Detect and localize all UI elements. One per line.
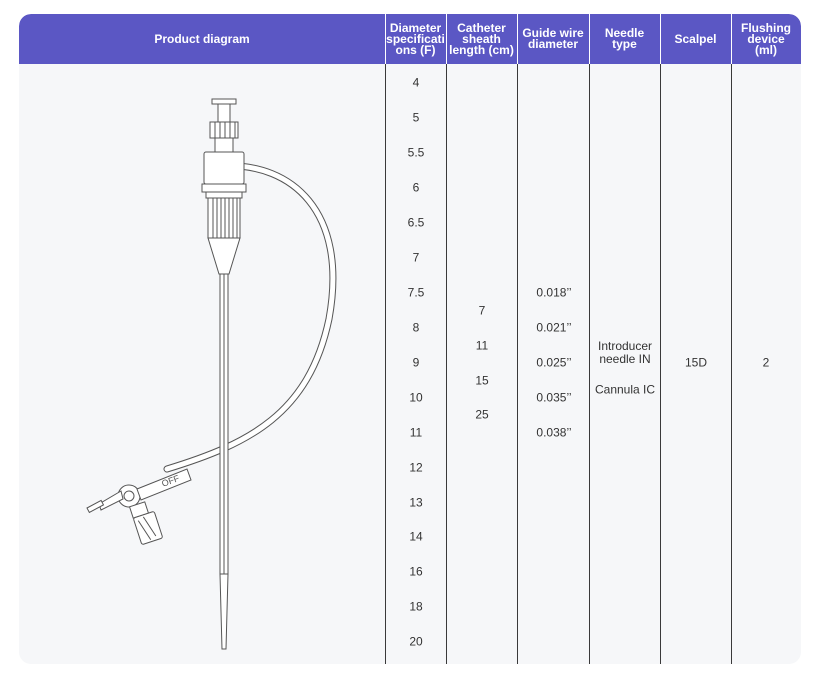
column-divider	[589, 64, 590, 664]
header-flush-line2: device	[747, 31, 785, 46]
diameter-value: 16	[409, 564, 423, 579]
side-tube-inner	[167, 166, 333, 469]
header-diameter-line1: Diameter	[389, 20, 442, 35]
header-product-diagram-label: Product diagram	[154, 31, 250, 46]
header-diameter-line2: specificati	[386, 31, 445, 46]
scalpel-value: 15D	[684, 355, 708, 370]
column-divider	[731, 64, 732, 664]
diameter-value: 8	[412, 320, 420, 335]
table-header	[19, 14, 801, 64]
sheath-length-value: 11	[475, 338, 489, 353]
flushing-value: 2	[762, 355, 770, 370]
diameter-value: 9	[412, 355, 420, 370]
guide-wire-value: 0.038’’	[536, 425, 572, 440]
valve-label: OFF	[160, 473, 181, 489]
column-divider	[446, 64, 447, 664]
header-diameter-line3: ons (F)	[395, 42, 436, 57]
side-tube	[167, 166, 333, 469]
stopcock-cap	[133, 511, 163, 544]
column-divider	[385, 64, 386, 664]
sheath-tip	[220, 574, 228, 649]
needle-type-introducer-line2: needle IN	[599, 352, 651, 366]
header-sheath-line3: length (cm)	[449, 42, 514, 57]
sheath-length-value: 7	[478, 303, 486, 318]
diameter-value: 12	[409, 460, 423, 475]
catheter-sheath-diagram	[59, 94, 359, 664]
header-guide-line2: diameter	[527, 37, 578, 51]
needle-type-introducer-line1: Introducer	[597, 339, 653, 353]
top-stem	[218, 104, 230, 122]
diameter-value: 4	[412, 75, 420, 90]
header-needle-type	[589, 14, 660, 64]
diameter-value: 6	[412, 180, 420, 195]
sheath-length-value: 15	[475, 373, 489, 388]
header-scalpel-label: Scalpel	[674, 31, 717, 46]
diameter-value: 5	[412, 110, 420, 125]
diameter-value: 11	[409, 425, 423, 440]
product-spec-table	[19, 14, 801, 664]
header-flush-line1: Flushing	[741, 20, 791, 35]
header-scalpel	[660, 14, 731, 64]
diameter-value: 5.5	[407, 145, 425, 160]
header-sheath-length	[446, 14, 517, 64]
header-divider	[446, 14, 447, 64]
header-needle-line2: type	[612, 37, 637, 51]
diameter-value: 14	[409, 529, 423, 544]
header-guide-line1: Guide wire	[522, 26, 584, 40]
header-sheath-line2: sheath	[462, 31, 501, 46]
header-flush-line3: (ml)	[755, 42, 777, 57]
header-divider	[731, 14, 732, 64]
top-knob	[210, 122, 238, 138]
sheath-length-value: 25	[475, 407, 489, 422]
header-divider	[589, 14, 590, 64]
diameter-value: 10	[409, 390, 423, 405]
taper	[208, 238, 240, 274]
needle-type-introducer	[598, 340, 652, 366]
guide-wire-value: 0.018’’	[536, 285, 572, 300]
diameter-value: 7	[412, 250, 420, 265]
header-product-diagram	[19, 14, 385, 64]
header-flushing-device	[731, 14, 801, 64]
diameter-value: 6.5	[407, 215, 425, 230]
header-sheath-line1: Catheter	[457, 20, 506, 35]
guide-wire-value: 0.035’’	[536, 390, 572, 405]
guide-wire-value: 0.021’’	[536, 320, 572, 335]
needle-type-cannula: Cannula IC	[594, 382, 656, 397]
header-guide-wire	[517, 14, 589, 64]
header-divider	[385, 14, 386, 64]
header-divider	[517, 14, 518, 64]
header-divider	[660, 14, 661, 64]
guide-wire-value: 0.025’’	[536, 355, 572, 370]
top-cap	[212, 99, 236, 104]
header-needle-line1: Needle	[604, 26, 645, 40]
column-divider	[660, 64, 661, 664]
diameter-value: 18	[409, 599, 423, 614]
diameter-value: 20	[409, 634, 423, 649]
stopcock-port	[99, 491, 123, 510]
diameter-value: 7.5	[407, 285, 425, 300]
header-diameter	[385, 14, 446, 64]
diameter-value: 13	[409, 495, 423, 510]
column-divider	[517, 64, 518, 664]
hub-body	[204, 152, 244, 184]
